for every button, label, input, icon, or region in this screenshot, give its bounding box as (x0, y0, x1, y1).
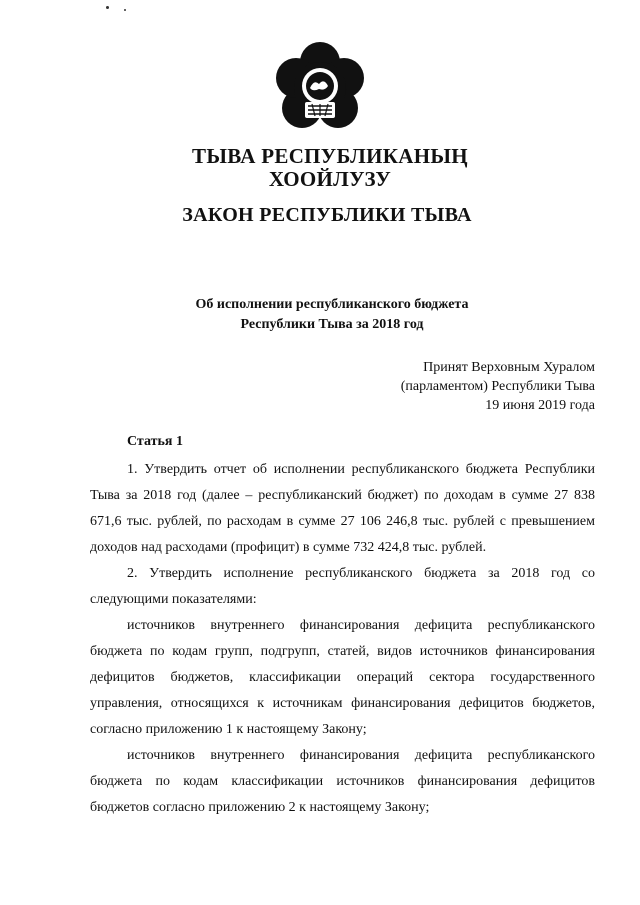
adoption-line2: (парламентом) Республики Тыва (400, 379, 595, 394)
article-paragraph: источников внутреннего финансирования дефицита республиканского бюджета по кодам групп, подгрупп, статей, видов источников финансирования дефицитов бюджетов, классификации операций сектора государственного управления, относящихся к источникам финансирования дефицитов бюджетов, согласно приложению 1 к настоящему Закону; (90, 618, 595, 737)
law-subject-line1: Об исполнении республиканского бюджета (195, 297, 469, 312)
scan-speck (124, 9, 126, 11)
article-body (90, 457, 595, 821)
tuva-title-line1: ТЫВА РЕСПУБЛИКАНЫҢ (192, 144, 468, 168)
adoption-date: 19 июня 2019 года (485, 398, 595, 413)
law-subject (0, 295, 640, 335)
article-paragraph: источников внутреннего финансирования дефицита республиканского бюджета по кодам классификации источников финансирования дефицитов бюджетов согласно приложению 2 к настоящему Закону; (90, 748, 595, 815)
law-subject-line2: Республики Тыва за 2018 год (240, 317, 424, 332)
law-title: ЗАКОН РЕСПУБЛИКИ ТЫВА (182, 204, 472, 226)
article-title: Статья 1 (127, 434, 183, 449)
tuva-title (0, 145, 640, 191)
article-paragraph: 1. Утвердить отчет об исполнении республиканского бюджета Республики Тыва за 2018 год (далее – республиканский бюджет) по доходам в сумме 27 838 671,6 тыс. рублей, по расходам в сумме 27 106 246,8 тыс. рублей с превышением доходов над расходами (профицит) в сумме 732 424,8 тыс. рублей. (90, 462, 595, 555)
adoption-line1: Принят Верховным Хуралом (423, 360, 595, 375)
scan-speck (106, 6, 109, 9)
adoption-note (401, 358, 595, 415)
article-paragraph: 2. Утвердить исполнение республиканского бюджета за 2018 год со следующими показателями: (90, 566, 595, 607)
tuva-emblem-icon (272, 42, 368, 138)
tuva-title-line2: ХООЙЛУЗУ (268, 167, 392, 191)
